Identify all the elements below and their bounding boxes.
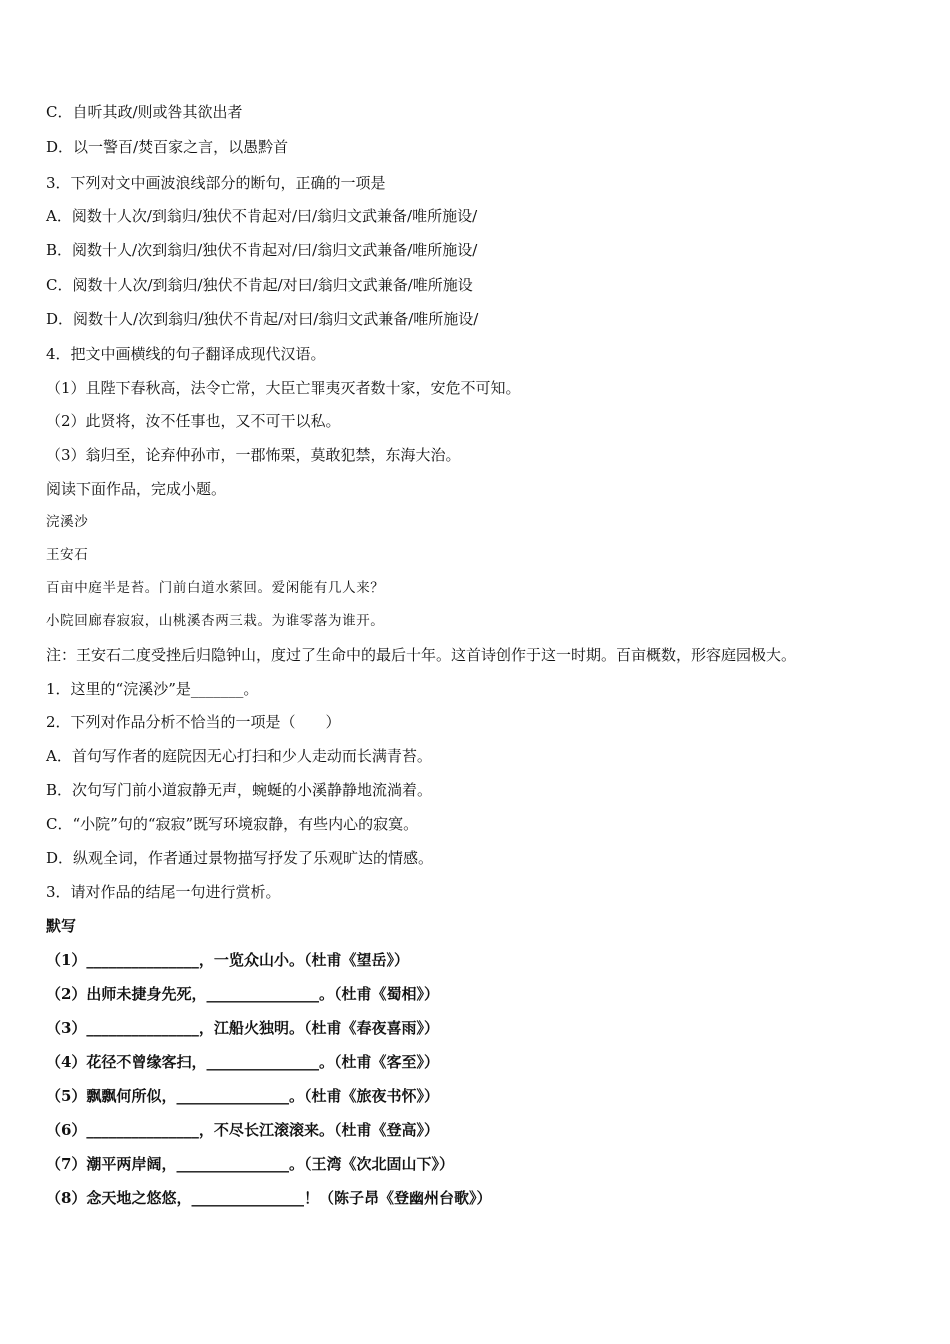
dictation-item-6: （6）_______________，不尽长江滚滚来。（杜甫《登高》） [46, 1121, 439, 1139]
dictation-item-1: （1）_______________，一览众山小。（杜甫《望岳》） [46, 951, 409, 969]
q3-option-a: A．阅数十人次/到翁归/独伏不肯起对/曰/翁归文武兼备/唯所施设/ [46, 207, 478, 225]
q4-sentence-2: （2）此贤将，汝不任事也，又不可干以私。 [46, 412, 341, 430]
reading-question-3: 3．请对作品的结尾一句进行赏析。 [46, 883, 281, 901]
reading-instruction: 阅读下面作品，完成小题。 [46, 480, 227, 498]
reading-option-a: A．首句写作者的庭院因无心打扫和少人走动而长满青苔。 [46, 747, 432, 765]
dictation-item-4: （4）花径不曾缘客扫，_______________。（杜甫《客至》） [46, 1053, 439, 1071]
poem-title: 浣溪沙 [46, 514, 89, 530]
dictation-item-5: （5）飘飘何所似，_______________。（杜甫《旅夜书怀》） [46, 1087, 439, 1105]
poem-note: 注：王安石二度受挫后归隐钟山，度过了生命中的最后十年。这首诗创作于这一时期。百亩概数，形容庭园极大。 [46, 646, 797, 664]
poem-line-2: 小院回廊春寂寂，山桃溪杏两三栽。为谁零落为谁开。 [46, 613, 385, 629]
q3-option-b: B．阅数十人/次到翁归/独伏不肯起对/曰/翁归文武兼备/唯所施设/ [46, 241, 478, 259]
option-c-line: C．自听其政/则或咎其欲出者 [46, 103, 243, 121]
question-4-title: 4．把文中画横线的句子翻译成现代汉语。 [46, 345, 326, 363]
q3-option-c: C．阅数十人次/到翁归/独伏不肯起/对曰/翁归文武兼备/唯所施设 [46, 276, 473, 294]
poem-line-1: 百亩中庭半是苔。门前白道水萦回。爱闲能有几人来？ [46, 580, 385, 596]
dictation-item-3: （3）_______________，江船火独明。（杜甫《春夜喜雨》） [46, 1019, 439, 1037]
dictation-item-8: （8）念天地之悠悠，_______________！（陈子昂《登幽州台歌》） [46, 1189, 492, 1207]
dictation-item-2: （2）出师未捷身先死，_______________。（杜甫《蜀相》） [46, 985, 439, 1003]
question-3-title: 3．下列对文中画波浪线部分的断句，正确的一项是 [46, 174, 386, 192]
reading-option-d: D．纵观全词，作者通过景物描写抒发了乐观旷达的情感。 [46, 849, 434, 867]
dictation-heading: 默写 [46, 917, 77, 935]
q4-sentence-3: （3）翁归至，论弃仲孙市，一郡怖栗，莫敢犯禁，东海大治。 [46, 446, 461, 464]
reading-option-b: B．次句写门前小道寂静无声，蜿蜒的小溪静静地流淌着。 [46, 781, 433, 799]
option-d-line: D．以一警百/焚百家之言，以愚黔首 [46, 138, 289, 156]
poem-author: 王安石 [46, 547, 89, 563]
reading-question-2: 2．下列对作品分析不恰当的一项是（ ） [46, 713, 341, 731]
q4-sentence-1: （1）且陛下春秋高，法令亡常，大臣亡罪夷灭者数十家，安危不可知。 [46, 379, 521, 397]
dictation-item-7: （7）潮平两岸阔，_______________。（王湾《次北固山下》） [46, 1155, 454, 1173]
q3-option-d: D．阅数十人/次到翁归/独伏不肯起/对曰/翁归文武兼备/唯所施设/ [46, 310, 479, 328]
reading-option-c: C．“小院”句的“寂寂”既写环境寂静，有些内心的寂寞。 [46, 815, 419, 833]
reading-question-1: 1．这里的“浣溪沙”是_______。 [46, 680, 259, 698]
